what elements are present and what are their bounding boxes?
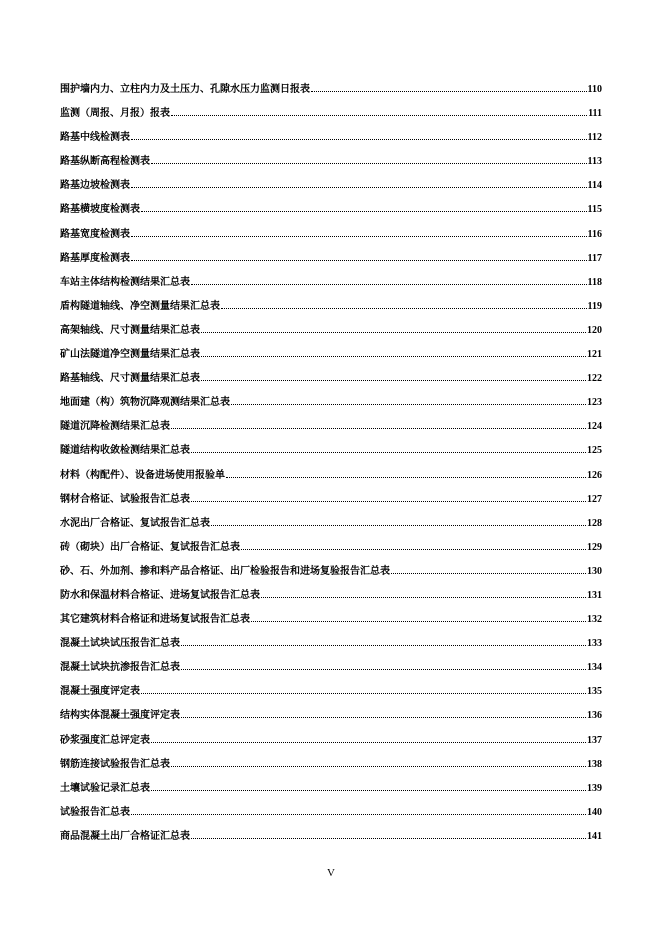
toc-dot-leader [211,524,586,526]
toc-dot-leader [231,403,586,405]
toc-entry-title: 高架轴线、尺寸测量结果汇总表 [60,324,200,336]
toc-dot-leader [201,379,586,381]
toc-entry-title: 商品混凝土出厂合格证汇总表 [60,830,190,842]
toc-entry-page: 115 [587,204,602,216]
toc-entry[interactable] [60,777,602,801]
toc-entry[interactable] [60,150,602,174]
toc-dot-leader [191,451,586,453]
toc-entry-page: 135 [587,686,602,698]
toc-dot-leader [131,235,587,237]
toc-entry[interactable] [60,78,602,102]
toc-dot-leader [181,644,586,646]
toc-entry-title: 围护墙内力、立柱内力及土压力、孔隙水压力监测日报表 [60,84,310,95]
toc-entry[interactable] [60,536,602,560]
toc-entry[interactable] [60,126,602,150]
toc-entry[interactable] [60,801,602,825]
toc-entry[interactable] [60,512,602,536]
toc-entry-title: 车站主体结构检测结果汇总表 [60,276,190,288]
toc-entry[interactable] [60,439,602,463]
toc-entry-title: 路基宽度检测表 [60,228,130,240]
toc-entry-title: 其它建筑材料合格证和进场复试报告汇总表 [60,614,250,626]
toc-dot-leader [261,596,586,598]
toc-entry[interactable] [60,753,602,777]
toc-entry-page: 128 [587,517,602,529]
toc-entry-page: 139 [587,782,602,794]
toc-entry[interactable] [60,223,602,247]
toc-entry-title: 混凝土强度评定表 [60,686,140,698]
toc-entry-page: 132 [587,614,602,626]
toc-dot-leader [171,765,586,767]
toc-entry[interactable] [60,271,602,295]
toc-entry-page: 119 [587,300,602,312]
page-number: V [327,867,335,879]
toc-entry[interactable] [60,391,602,415]
toc-entry-page: 111 [588,108,602,120]
toc-dot-leader [221,307,587,309]
toc-entry[interactable] [60,560,602,584]
toc-entry[interactable] [60,584,602,608]
toc-entry-title: 结构实体混凝土强度评定表 [60,710,180,722]
toc-entry[interactable] [60,729,602,753]
toc-dot-leader [131,138,587,140]
toc-entry-title: 路基横坡度检测表 [60,204,140,216]
toc-entry-page: 112 [587,132,602,144]
toc-entry[interactable] [60,656,602,680]
toc-entry-page: 136 [587,710,602,722]
toc-entry[interactable] [60,464,602,488]
toc-dot-leader [181,716,586,718]
toc-dot-leader [141,210,587,212]
toc-entry[interactable] [60,608,602,632]
toc-entry[interactable] [60,343,602,367]
toc-dot-leader [191,283,587,285]
toc-entry-title: 路基纵断高程检测表 [60,156,150,168]
toc-entry[interactable] [60,488,602,512]
toc-dot-leader [131,813,586,815]
toc-entry-title: 钢材合格证、试验报告汇总表 [60,493,190,505]
toc-entry-page: 116 [587,228,602,240]
toc-entry-title: 混凝土试块抗渗报告汇总表 [60,662,180,674]
toc-entry-title: 矿山法隧道净空测量结果汇总表 [60,349,200,361]
toc-entry-page: 133 [587,638,602,650]
toc-entry-page: 117 [587,252,602,264]
toc-entry[interactable] [60,319,602,343]
toc-entry-page: 138 [587,758,602,770]
toc-dot-leader [241,548,586,550]
toc-entry[interactable] [60,367,602,391]
toc-entry-page: 130 [587,565,602,577]
toc-dot-leader [151,741,586,743]
toc-dot-leader [151,789,586,791]
toc-entry-title: 砂、石、外加剂、掺和料产品合格证、出厂检验报告和进场复验报告汇总表 [60,565,390,577]
toc-entry[interactable] [60,247,602,271]
toc-dot-leader [201,331,586,333]
toc-entry-page: 140 [587,806,602,818]
toc-dot-leader [171,427,586,429]
toc-entry-title: 监测（周报、月报）报表 [60,108,170,120]
toc-dot-leader [151,162,587,164]
toc-dot-leader [181,668,586,670]
toc-entry-page: 134 [587,662,602,674]
toc-entry-title: 钢筋连接试验报告汇总表 [60,758,170,770]
toc-entry-page: 113 [587,156,602,168]
toc-entry-title: 路基边坡检测表 [60,180,130,192]
toc-entry-page: 110 [587,84,602,95]
toc-entry-page: 114 [587,180,602,192]
toc-entry-page: 131 [587,589,602,601]
toc-entry-page: 125 [587,445,602,457]
toc-entry-page: 121 [587,349,602,361]
toc-entry[interactable] [60,102,602,126]
toc-dot-leader [131,259,587,261]
toc-entry-title: 防水和保温材料合格证、进场复试报告汇总表 [60,589,260,601]
toc-entry-page: 123 [587,397,602,409]
toc-dot-leader [251,620,586,622]
toc-entry-page: 124 [587,421,602,433]
toc-entry-title: 混凝土试块试压报告汇总表 [60,638,180,650]
toc-dot-leader [311,90,587,92]
toc-dot-leader [171,114,587,116]
toc-entry-page: 127 [587,493,602,505]
toc-entry-title: 盾构隧道轴线、净空测量结果汇总表 [60,300,220,312]
toc-entry[interactable] [60,704,602,728]
toc-entry[interactable] [60,295,602,319]
toc-entry-title: 路基厚度检测表 [60,252,130,264]
toc-dot-leader [391,572,586,574]
toc-entry-page: 141 [587,830,602,842]
toc-entry-title: 水泥出厂合格证、复试报告汇总表 [60,517,210,529]
toc-entry-page: 137 [587,734,602,746]
toc-entry-page: 120 [587,324,602,336]
toc-dot-leader [226,476,586,478]
toc-dot-leader [191,500,586,502]
toc-entry-title: 路基中线检测表 [60,132,130,144]
toc-entry-title: 土壤试验记录汇总表 [60,782,150,794]
toc-entry-page: 118 [587,276,602,288]
toc-entry[interactable] [60,825,602,849]
toc-entry-title: 试验报告汇总表 [60,806,130,818]
toc-dot-leader [191,837,586,839]
toc-entry-title: 材料（构配件）、设备进场使用报验单 [60,469,225,481]
toc-entry-title: 地面建（构）筑物沉降观测结果汇总表 [60,397,230,409]
toc-entry-title: 砖（砌块）出厂合格证、复试报告汇总表 [60,541,240,553]
toc-entry-title: 砂浆强度汇总评定表 [60,734,150,746]
toc-entry-title: 路基轴线、尺寸测量结果汇总表 [60,373,200,385]
toc-entry-title: 隧道沉降检测结果汇总表 [60,421,170,433]
toc-entry[interactable] [60,680,602,704]
table-of-contents [60,78,602,849]
toc-dot-leader [201,355,586,357]
toc-entry-page: 122 [587,373,602,385]
toc-dot-leader [131,186,587,188]
toc-entry[interactable] [60,174,602,198]
toc-entry-page: 126 [587,469,602,481]
toc-entry-title: 隧道结构收敛检测结果汇总表 [60,445,190,457]
toc-entry-page: 129 [587,541,602,553]
toc-entry[interactable] [60,415,602,439]
toc-entry[interactable] [60,632,602,656]
toc-dot-leader [141,692,586,694]
toc-entry[interactable] [60,198,602,222]
